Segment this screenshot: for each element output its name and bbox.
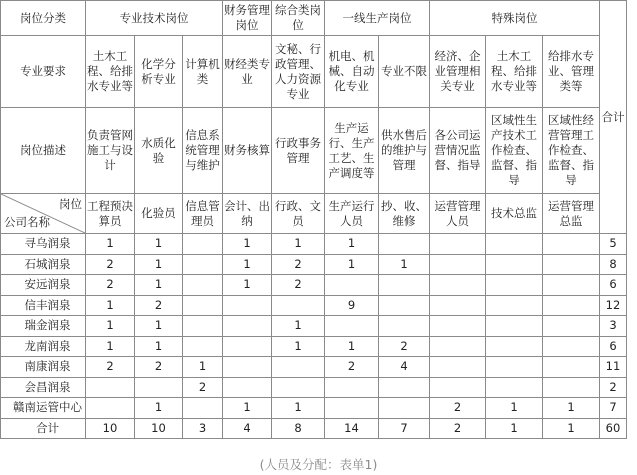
category-label: 岗位分类 [1,1,86,36]
count-cell: 1 [325,254,379,275]
table-row [1,377,627,398]
count-cell [223,357,272,378]
description-cell: 生产运行、生产工艺、生产调度等 [325,108,379,194]
count-cell [379,234,430,255]
count-cell [543,234,600,255]
count-cell [543,336,600,357]
row-total-cell: 3 [600,316,627,337]
row-total-cell: 11 [600,357,627,378]
count-cell: 2 [379,336,430,357]
count-cell [183,234,223,255]
count-cell [86,398,135,419]
group-production: 一线生产岗位 [325,1,430,36]
count-cell [430,275,486,296]
count-cell [223,336,272,357]
count-cell: 4 [223,418,272,439]
count-cell [430,295,486,316]
count-cell [430,357,486,378]
count-cell [325,275,379,296]
count-cell: 1 [325,336,379,357]
count-cell [430,377,486,398]
count-cell: 2 [135,295,183,316]
row-total-cell: 8 [600,254,627,275]
count-cell [486,336,543,357]
count-cell: 7 [379,418,430,439]
count-cell [543,295,600,316]
company-name-cell: 赣南运管中心 [1,398,86,419]
position-cell: 运营管理总监 [543,194,600,234]
description-cell: 区域性经营管理工作检查、监督、指导 [543,108,600,194]
description-cell: 行政事务管理 [272,108,325,194]
company-name-cell: 会昌润泉 [1,377,86,398]
position-cell: 信息管理员 [183,194,223,234]
group-general: 综合类岗位 [272,1,325,36]
table-caption: (人员及分配：表单1) [259,457,378,472]
count-cell [183,275,223,296]
group-finance: 财务管理岗位 [223,1,272,36]
count-cell [223,316,272,337]
count-cell [430,234,486,255]
count-cell [223,295,272,316]
position-cell: 抄、收、维修 [379,194,430,234]
count-cell [430,254,486,275]
count-cell: 2 [325,357,379,378]
count-cell: 3 [183,418,223,439]
count-cell: 1 [486,398,543,419]
table-body [1,234,627,439]
description-cell: 负责管网施工与设计 [86,108,135,194]
company-name-cell: 石城润泉 [1,254,86,275]
description-cell: 区域性生产技术工作检查、监督、指导 [486,108,543,194]
company-name-cell: 瑞金润泉 [1,316,86,337]
table-row [1,295,627,316]
company-name-cell: 南康润泉 [1,357,86,378]
requirement-cell: 机电、机械、自动化专业 [325,36,379,108]
count-cell: 4 [379,357,430,378]
row-total-cell: 6 [600,336,627,357]
requirement-cell: 财经类专业 [223,36,272,108]
requirement-cell: 经济、企业管理相关专业 [430,36,486,108]
company-name-cell: 合计 [1,418,86,439]
count-cell [486,316,543,337]
header-row-description [1,108,627,194]
count-cell: 1 [543,398,600,419]
count-cell [486,234,543,255]
table-row [1,316,627,337]
count-cell: 1 [223,275,272,296]
count-cell: 10 [135,418,183,439]
row-total-cell: 6 [600,275,627,296]
count-cell [325,377,379,398]
requirement-cell: 化学分析专业 [135,36,183,108]
count-cell [543,377,600,398]
count-cell [543,275,600,296]
count-cell: 1 [183,357,223,378]
row-total-cell: 5 [600,234,627,255]
count-cell: 2 [430,398,486,419]
count-cell: 1 [272,398,325,419]
count-cell [183,295,223,316]
count-cell [183,316,223,337]
header-row-category [1,1,627,36]
requirement-cell: 计算机类 [183,36,223,108]
count-cell [486,357,543,378]
position-cell: 运营管理人员 [430,194,486,234]
count-cell: 2 [272,275,325,296]
description-cell: 信息系统管理与维护 [183,108,223,194]
count-cell: 1 [223,398,272,419]
corner-position-label: 岗位 [59,197,82,211]
header-row-position [1,194,627,234]
count-cell: 2 [272,254,325,275]
row-total-cell: 7 [600,398,627,419]
count-cell: 1 [272,234,325,255]
count-cell [183,398,223,419]
table-row [1,336,627,357]
row-total-cell: 12 [600,295,627,316]
count-cell: 2 [86,357,135,378]
count-cell: 1 [325,234,379,255]
count-cell: 1 [135,234,183,255]
count-cell [86,377,135,398]
count-cell: 2 [86,275,135,296]
requirement-cell: 专业不限 [379,36,430,108]
table-row [1,398,627,419]
count-cell [379,398,430,419]
company-name-cell: 信丰润泉 [1,295,86,316]
count-cell: 1 [486,418,543,439]
count-cell: 2 [86,254,135,275]
count-cell: 10 [86,418,135,439]
company-name-cell: 寻乌润泉 [1,234,86,255]
description-cell: 财务核算 [223,108,272,194]
count-cell: 1 [135,275,183,296]
position-cell: 行政、文员 [272,194,325,234]
count-cell: 1 [135,398,183,419]
count-cell [325,316,379,337]
total-header: 合计 [600,1,627,234]
position-cell: 技术总监 [486,194,543,234]
description-cell: 各公司运营情况监督、指导 [430,108,486,194]
count-cell: 1 [86,234,135,255]
count-cell [543,357,600,378]
count-cell [183,254,223,275]
count-cell [486,377,543,398]
table-row [1,418,627,439]
group-special: 特殊岗位 [430,1,600,36]
corner-company-label: 公司名称 [4,215,50,229]
count-cell: 1 [272,336,325,357]
position-cell: 生产运行人员 [325,194,379,234]
position-cell: 化验员 [135,194,183,234]
count-cell [430,316,486,337]
count-cell [325,398,379,419]
count-cell [272,295,325,316]
count-cell [272,357,325,378]
count-cell: 9 [325,295,379,316]
count-cell [272,377,325,398]
count-cell: 1 [543,418,600,439]
count-cell: 14 [325,418,379,439]
count-cell: 1 [86,295,135,316]
position-cell: 会计、出纳 [223,194,272,234]
count-cell: 1 [223,254,272,275]
group-professional: 专业技术岗位 [86,1,223,36]
count-cell: 1 [223,234,272,255]
count-cell: 1 [86,316,135,337]
count-cell [486,275,543,296]
table-row [1,357,627,378]
header-row-requirement [1,36,627,108]
description-cell: 供水售后的维护与管理 [379,108,430,194]
row-total-cell: 2 [600,377,627,398]
requirement-cell: 土木工程、给排水专业等 [486,36,543,108]
count-cell: 2 [430,418,486,439]
company-name-cell: 龙南润泉 [1,336,86,357]
count-cell [379,316,430,337]
requirement-cell: 文秘、行政管理、人力资源专业 [272,36,325,108]
table-row [1,275,627,296]
count-cell: 8 [272,418,325,439]
count-cell [379,377,430,398]
table-row [1,234,627,255]
count-cell: 1 [379,254,430,275]
count-cell [379,295,430,316]
count-cell [486,295,543,316]
count-cell: 1 [86,336,135,357]
corner-cell [1,194,86,234]
position-cell: 工程预决算员 [86,194,135,234]
count-cell: 2 [135,357,183,378]
count-cell [543,254,600,275]
count-cell: 1 [272,316,325,337]
count-cell: 1 [135,316,183,337]
count-cell: 2 [183,377,223,398]
requirement-cell: 土木工程、给排水专业等 [86,36,135,108]
requirement-label: 专业要求 [1,36,86,108]
row-total-cell: 60 [600,418,627,439]
count-cell [183,336,223,357]
company-name-cell: 安远润泉 [1,275,86,296]
description-cell: 水质化验 [135,108,183,194]
count-cell [379,275,430,296]
requirement-cell: 给排水专业、管理类等 [543,36,600,108]
description-label: 岗位描述 [1,108,86,194]
count-cell [135,377,183,398]
count-cell [486,254,543,275]
count-cell [430,336,486,357]
count-cell [543,316,600,337]
count-cell [223,377,272,398]
count-cell: 1 [135,336,183,357]
table-row [1,254,627,275]
count-cell: 1 [135,254,183,275]
